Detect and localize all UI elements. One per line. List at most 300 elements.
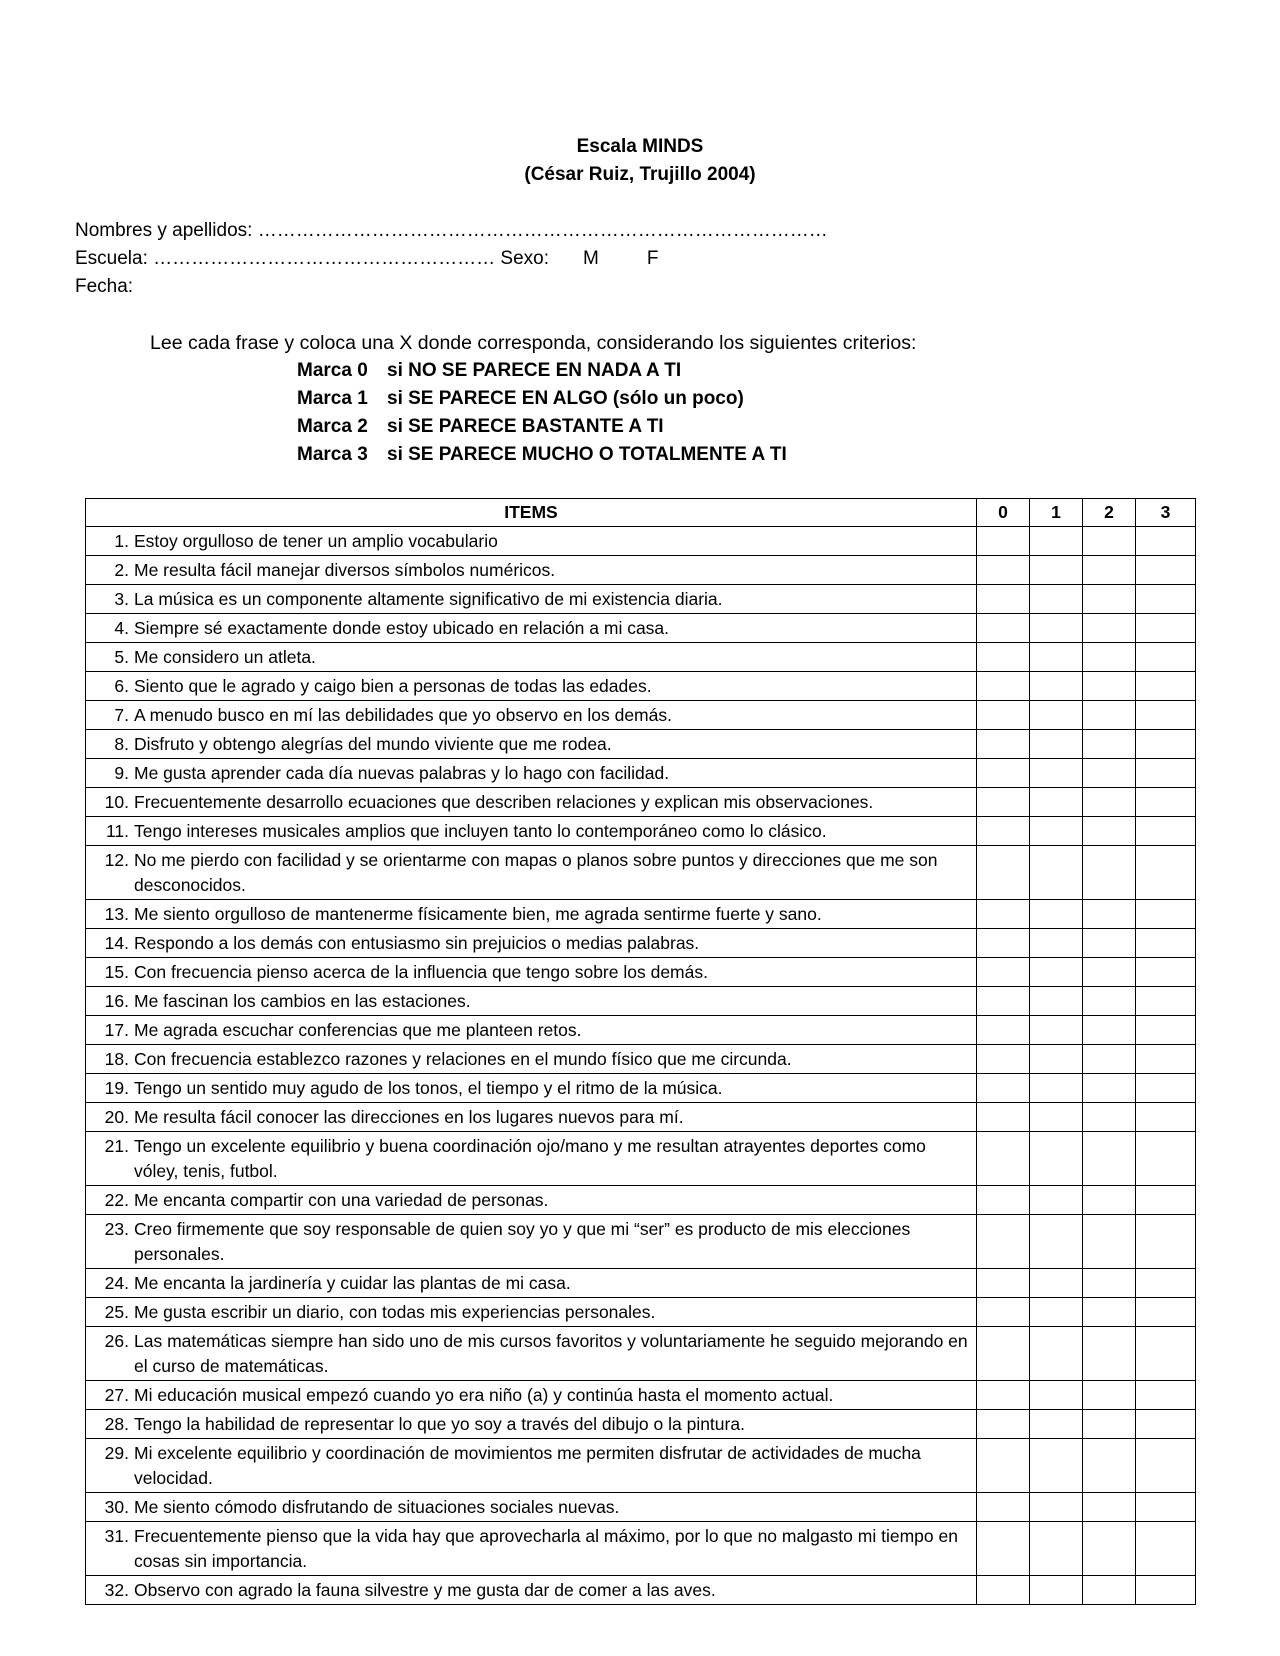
rating-cell-3[interactable] — [1136, 987, 1196, 1016]
rating-cell-2[interactable] — [1083, 987, 1136, 1016]
table-row — [86, 788, 1196, 817]
item-cell — [86, 730, 977, 759]
rating-cell-1[interactable] — [1030, 1215, 1083, 1269]
rating-cell-3[interactable] — [1136, 1269, 1196, 1298]
items-table — [85, 498, 1196, 1605]
criterion-text: si SE PARECE EN ALGO (sólo un poco) — [387, 388, 744, 409]
item-content — [98, 902, 968, 927]
rating-cell-2[interactable] — [1083, 929, 1136, 958]
rating-cell-1[interactable] — [1030, 846, 1083, 900]
rating-cell-2[interactable] — [1083, 1298, 1136, 1327]
item-cell — [86, 643, 977, 672]
rating-cell-2[interactable] — [1083, 1215, 1136, 1269]
table-body — [86, 527, 1196, 1605]
item-number: 10. — [104, 792, 129, 812]
item-content — [98, 558, 968, 583]
rating-cell-3[interactable] — [1136, 1493, 1196, 1522]
item-text: Disfruto y obtengo alegrías del mundo viviente que me rodea. — [134, 734, 612, 754]
rating-cell-3[interactable] — [1136, 556, 1196, 585]
item-cell — [86, 987, 977, 1016]
rating-cell-1[interactable] — [1030, 585, 1083, 614]
rating-cell-0[interactable] — [977, 846, 1030, 900]
rating-cell-0[interactable] — [977, 1132, 1030, 1186]
rating-cell-3[interactable] — [1136, 701, 1196, 730]
table-row — [86, 1576, 1196, 1605]
item-content — [98, 1134, 968, 1184]
item-text: Mi educación musical empezó cuando yo era niño (a) y continúa hasta el momento actual. — [134, 1385, 834, 1405]
item-cell — [86, 1269, 977, 1298]
item-content — [98, 674, 968, 699]
item-number: 30. — [104, 1497, 129, 1517]
item-number: 4. — [114, 618, 129, 638]
item-number: 22. — [104, 1190, 129, 1210]
rating-cell-1[interactable] — [1030, 1439, 1083, 1493]
item-content — [98, 1329, 968, 1379]
rating-cell-3[interactable] — [1136, 614, 1196, 643]
rating-cell-0[interactable] — [977, 614, 1030, 643]
item-content — [98, 1300, 968, 1325]
rating-cell-2[interactable] — [1083, 1103, 1136, 1132]
item-cell — [86, 1410, 977, 1439]
header-col-2: 2 — [1083, 499, 1136, 527]
rating-cell-1[interactable] — [1030, 1522, 1083, 1576]
item-number: 29. — [104, 1443, 129, 1463]
rating-cell-2[interactable] — [1083, 1132, 1136, 1186]
table-row — [86, 1016, 1196, 1045]
rating-cell-1[interactable] — [1030, 556, 1083, 585]
item-text: Me siento orgulloso de mantenerme físicamente bien, me agrada sentirme fuerte y sano. — [134, 904, 822, 924]
rating-cell-1[interactable] — [1030, 929, 1083, 958]
rating-cell-0[interactable] — [977, 1327, 1030, 1381]
item-text: Me fascinan los cambios en las estaciones. — [134, 991, 471, 1011]
rating-cell-3[interactable] — [1136, 817, 1196, 846]
rating-cell-0[interactable] — [977, 1298, 1030, 1327]
table-row — [86, 1186, 1196, 1215]
item-text: Tengo la habilidad de representar lo que yo soy a través del dibujo o la pintura. — [134, 1414, 745, 1434]
rating-cell-0[interactable] — [977, 672, 1030, 701]
item-content — [98, 960, 968, 985]
item-cell — [86, 585, 977, 614]
item-number: 6. — [114, 676, 129, 696]
rating-cell-1[interactable] — [1030, 614, 1083, 643]
rating-cell-2[interactable] — [1083, 527, 1136, 556]
table-row — [86, 1074, 1196, 1103]
item-content — [98, 1047, 968, 1072]
item-number: 23. — [104, 1219, 129, 1239]
rating-cell-3[interactable] — [1136, 527, 1196, 556]
rating-cell-1[interactable] — [1030, 1186, 1083, 1215]
item-cell — [86, 1045, 977, 1074]
item-text: Me siento cómodo disfrutando de situaciones sociales nuevas. — [134, 1497, 620, 1517]
rating-cell-3[interactable] — [1136, 1522, 1196, 1576]
rating-cell-2[interactable] — [1083, 1522, 1136, 1576]
item-cell — [86, 817, 977, 846]
date-field: Fecha: — [75, 276, 134, 297]
rating-cell-2[interactable] — [1083, 1410, 1136, 1439]
table-row — [86, 1493, 1196, 1522]
rating-cell-0[interactable] — [977, 1439, 1030, 1493]
rating-cell-2[interactable] — [1083, 614, 1136, 643]
rating-cell-0[interactable] — [977, 643, 1030, 672]
table-row — [86, 759, 1196, 788]
item-content — [98, 732, 968, 757]
rating-cell-3[interactable] — [1136, 900, 1196, 929]
table-row — [86, 846, 1196, 900]
item-content — [98, 529, 968, 554]
item-number: 9. — [114, 763, 129, 783]
rating-cell-1[interactable] — [1030, 759, 1083, 788]
item-cell — [86, 1103, 977, 1132]
rating-cell-3[interactable] — [1136, 788, 1196, 817]
rating-cell-3[interactable] — [1136, 1103, 1196, 1132]
item-content — [98, 703, 968, 728]
rating-cell-1[interactable] — [1030, 1016, 1083, 1045]
item-content — [98, 989, 968, 1014]
rating-cell-2[interactable] — [1083, 1327, 1136, 1381]
rating-cell-1[interactable] — [1030, 987, 1083, 1016]
rating-cell-2[interactable] — [1083, 846, 1136, 900]
rating-cell-2[interactable] — [1083, 643, 1136, 672]
school-sex-field — [75, 245, 658, 273]
item-text: Respondo a los demás con entusiasmo sin prejuicios o medias palabras. — [134, 933, 700, 953]
table-row — [86, 987, 1196, 1016]
item-content — [98, 1495, 968, 1520]
item-text: Siento que le agrado y caigo bien a personas de todas las edades. — [134, 676, 652, 696]
rating-cell-0[interactable] — [977, 1522, 1030, 1576]
item-text: No me pierdo con facilidad y se orientarme con mapas o planos sobre puntos y direcciones que me son desconocidos. — [134, 850, 938, 895]
table-row — [86, 730, 1196, 759]
item-content — [98, 1105, 968, 1130]
item-content — [98, 790, 968, 815]
criterion-text: si NO SE PARECE EN NADA A TI — [387, 360, 682, 381]
rating-cell-1[interactable] — [1030, 1045, 1083, 1074]
instructions: Lee cada frase y coloca una X donde corresponda, considerando los siguientes criterios: — [150, 332, 917, 354]
item-cell — [86, 701, 977, 730]
rating-cell-2[interactable] — [1083, 672, 1136, 701]
table-row — [86, 643, 1196, 672]
criterion-2 — [297, 413, 664, 441]
table-row — [86, 1215, 1196, 1269]
item-cell — [86, 1074, 977, 1103]
item-number: 15. — [104, 962, 129, 982]
table-row — [86, 1410, 1196, 1439]
rating-cell-2[interactable] — [1083, 900, 1136, 929]
criterion-text: si SE PARECE BASTANTE A TI — [387, 416, 664, 437]
rating-cell-1[interactable] — [1030, 1576, 1083, 1605]
rating-cell-1[interactable] — [1030, 1103, 1083, 1132]
rating-cell-1[interactable] — [1030, 1381, 1083, 1410]
rating-cell-0[interactable] — [977, 987, 1030, 1016]
item-number: 25. — [104, 1302, 129, 1322]
item-text: Las matemáticas siempre han sido uno de mis cursos favoritos y voluntariamente he seguido mejorando en el curso de matemáticas. — [134, 1331, 968, 1376]
rating-cell-3[interactable] — [1136, 1215, 1196, 1269]
item-number: 21. — [104, 1136, 129, 1156]
table-row — [86, 1381, 1196, 1410]
rating-cell-3[interactable] — [1136, 1410, 1196, 1439]
rating-cell-3[interactable] — [1136, 1074, 1196, 1103]
table-row — [86, 1103, 1196, 1132]
rating-cell-1[interactable] — [1030, 527, 1083, 556]
item-number: 3. — [114, 589, 129, 609]
item-content — [98, 1412, 968, 1437]
table-row — [86, 900, 1196, 929]
table-header-row — [86, 499, 1196, 527]
item-number: 20. — [104, 1107, 129, 1127]
rating-cell-0[interactable] — [977, 730, 1030, 759]
item-cell — [86, 788, 977, 817]
school-label: Escuela: ……………………………………………… Sexo: — [75, 248, 550, 269]
rating-cell-0[interactable] — [977, 701, 1030, 730]
criterion-3 — [297, 441, 787, 469]
table-row — [86, 672, 1196, 701]
rating-cell-0[interactable] — [977, 1045, 1030, 1074]
item-content — [98, 1217, 968, 1267]
item-cell — [86, 1493, 977, 1522]
item-text: A menudo busco en mí las debilidades que yo observo en los demás. — [134, 705, 672, 725]
rating-cell-3[interactable] — [1136, 1298, 1196, 1327]
names-field: Nombres y apellidos: ……………………………………………………………………………… — [75, 220, 828, 241]
item-number: 7. — [114, 705, 129, 725]
item-text: Mi excelente equilibrio y coordinación de movimientos me permiten disfrutar de actividades de mucha velocidad. — [134, 1443, 921, 1488]
criterion-1 — [297, 385, 744, 413]
rating-cell-1[interactable] — [1030, 672, 1083, 701]
rating-cell-3[interactable] — [1136, 958, 1196, 987]
item-number: 24. — [104, 1273, 129, 1293]
rating-cell-3[interactable] — [1136, 1045, 1196, 1074]
rating-cell-3[interactable] — [1136, 1186, 1196, 1215]
table-row — [86, 527, 1196, 556]
item-cell — [86, 1522, 977, 1576]
table-row — [86, 556, 1196, 585]
item-number: 14. — [104, 933, 129, 953]
rating-cell-1[interactable] — [1030, 701, 1083, 730]
table-row — [86, 1132, 1196, 1186]
item-cell — [86, 1132, 977, 1186]
item-content — [98, 1441, 968, 1491]
item-text: Me encanta compartir con una variedad de personas. — [134, 1190, 549, 1210]
table-row — [86, 1439, 1196, 1493]
rating-cell-0[interactable] — [977, 1215, 1030, 1269]
rating-cell-2[interactable] — [1083, 958, 1136, 987]
rating-cell-1[interactable] — [1030, 1298, 1083, 1327]
rating-cell-2[interactable] — [1083, 1016, 1136, 1045]
rating-cell-1[interactable] — [1030, 1269, 1083, 1298]
rating-cell-3[interactable] — [1136, 759, 1196, 788]
rating-cell-0[interactable] — [977, 1576, 1030, 1605]
item-number: 27. — [104, 1385, 129, 1405]
rating-cell-3[interactable] — [1136, 1327, 1196, 1381]
item-number: 12. — [104, 850, 129, 870]
rating-cell-0[interactable] — [977, 929, 1030, 958]
rating-cell-1[interactable] — [1030, 1327, 1083, 1381]
item-cell — [86, 1016, 977, 1045]
item-content — [98, 1578, 968, 1603]
rating-cell-2[interactable] — [1083, 556, 1136, 585]
item-text: Me gusta aprender cada día nuevas palabras y lo hago con facilidad. — [134, 763, 670, 783]
item-cell — [86, 929, 977, 958]
item-text: Estoy orgulloso de tener un amplio vocabulario — [134, 531, 498, 551]
item-number: 8. — [114, 734, 129, 754]
item-text: Me considero un atleta. — [134, 647, 316, 667]
rating-cell-2[interactable] — [1083, 701, 1136, 730]
rating-cell-0[interactable] — [977, 788, 1030, 817]
rating-cell-0[interactable] — [977, 1016, 1030, 1045]
item-number: 1. — [114, 531, 129, 551]
rating-cell-2[interactable] — [1083, 1269, 1136, 1298]
rating-cell-1[interactable] — [1030, 1074, 1083, 1103]
item-content — [98, 848, 968, 898]
item-cell — [86, 614, 977, 643]
rating-cell-1[interactable] — [1030, 1132, 1083, 1186]
rating-cell-0[interactable] — [977, 817, 1030, 846]
item-number: 31. — [104, 1526, 129, 1546]
item-number: 17. — [104, 1020, 129, 1040]
item-text: Tengo un excelente equilibrio y buena coordinación ojo/mano y me resultan atrayentes deportes como vóley, tenis, futbol. — [134, 1136, 926, 1181]
rating-cell-3[interactable] — [1136, 929, 1196, 958]
rating-cell-1[interactable] — [1030, 958, 1083, 987]
sex-option-m: M — [583, 248, 599, 269]
rating-cell-0[interactable] — [977, 527, 1030, 556]
rating-cell-0[interactable] — [977, 1493, 1030, 1522]
rating-cell-1[interactable] — [1030, 900, 1083, 929]
item-number: 18. — [104, 1049, 129, 1069]
item-text: Tengo intereses musicales amplios que incluyen tanto lo contemporáneo como lo clásico. — [134, 821, 827, 841]
item-cell — [86, 1215, 977, 1269]
rating-cell-1[interactable] — [1030, 643, 1083, 672]
item-cell — [86, 759, 977, 788]
rating-cell-2[interactable] — [1083, 1493, 1136, 1522]
rating-cell-0[interactable] — [977, 1103, 1030, 1132]
item-content — [98, 616, 968, 641]
item-content — [98, 819, 968, 844]
rating-cell-0[interactable] — [977, 1186, 1030, 1215]
criterion-label: Marca 2 — [297, 416, 368, 437]
item-number: 11. — [105, 821, 129, 841]
item-text: Me resulta fácil conocer las direcciones en los lugares nuevos para mí. — [134, 1107, 684, 1127]
rating-cell-2[interactable] — [1083, 585, 1136, 614]
rating-cell-1[interactable] — [1030, 1493, 1083, 1522]
criterion-text: si SE PARECE MUCHO O TOTALMENTE A TI — [387, 444, 787, 465]
table-row — [86, 1045, 1196, 1074]
item-cell — [86, 1576, 977, 1605]
criterion-0 — [297, 357, 681, 385]
rating-cell-2[interactable] — [1083, 1186, 1136, 1215]
rating-cell-3[interactable] — [1136, 585, 1196, 614]
item-content — [98, 761, 968, 786]
item-text: Tengo un sentido muy agudo de los tonos, el tiempo y el ritmo de la música. — [134, 1078, 723, 1098]
rating-cell-1[interactable] — [1030, 730, 1083, 759]
rating-cell-0[interactable] — [977, 1074, 1030, 1103]
item-number: 19. — [104, 1078, 129, 1098]
rating-cell-2[interactable] — [1083, 817, 1136, 846]
header-col-3: 3 — [1136, 499, 1196, 527]
rating-cell-2[interactable] — [1083, 1576, 1136, 1605]
item-number: 5. — [114, 647, 129, 667]
table-row — [86, 1522, 1196, 1576]
rating-cell-2[interactable] — [1083, 730, 1136, 759]
item-text: Con frecuencia pienso acerca de la influencia que tengo sobre los demás. — [134, 962, 708, 982]
rating-cell-0[interactable] — [977, 958, 1030, 987]
header-col-0: 0 — [977, 499, 1030, 527]
table-row — [86, 1269, 1196, 1298]
item-cell — [86, 1186, 977, 1215]
rating-cell-3[interactable] — [1136, 1439, 1196, 1493]
rating-cell-3[interactable] — [1136, 1016, 1196, 1045]
item-text: Me gusta escribir un diario, con todas mis experiencias personales. — [134, 1302, 656, 1322]
table-row — [86, 1298, 1196, 1327]
item-cell — [86, 958, 977, 987]
item-cell — [86, 1381, 977, 1410]
rating-cell-1[interactable] — [1030, 1410, 1083, 1439]
table-row — [86, 1327, 1196, 1381]
item-number: 32. — [104, 1580, 129, 1600]
item-content — [98, 1271, 968, 1296]
table-row — [86, 817, 1196, 846]
criterion-label: Marca 3 — [297, 444, 368, 465]
table-row — [86, 585, 1196, 614]
table-row — [86, 614, 1196, 643]
rating-cell-0[interactable] — [977, 1381, 1030, 1410]
rating-cell-2[interactable] — [1083, 1074, 1136, 1103]
rating-cell-3[interactable] — [1136, 846, 1196, 900]
criterion-label: Marca 1 — [297, 388, 368, 409]
item-cell — [86, 672, 977, 701]
item-text: Me agrada escuchar conferencias que me planteen retos. — [134, 1020, 582, 1040]
criterion-label: Marca 0 — [297, 360, 368, 381]
item-number: 16. — [104, 991, 129, 1011]
sex-option-f: F — [646, 248, 659, 269]
rating-cell-3[interactable] — [1136, 1381, 1196, 1410]
item-text: Me encanta la jardinería y cuidar las plantas de mi casa. — [134, 1273, 571, 1293]
rating-cell-2[interactable] — [1083, 1381, 1136, 1410]
rating-cell-3[interactable] — [1136, 1576, 1196, 1605]
rating-cell-1[interactable] — [1030, 788, 1083, 817]
item-text: Frecuentemente desarrollo ecuaciones que describen relaciones y explican mis observaciones. — [134, 792, 874, 812]
item-text: Siempre sé exactamente donde estoy ubicado en relación a mi casa. — [134, 618, 670, 638]
item-number: 13. — [104, 904, 129, 924]
rating-cell-0[interactable] — [977, 900, 1030, 929]
item-cell — [86, 1298, 977, 1327]
item-cell — [86, 556, 977, 585]
item-text: Con frecuencia establezco razones y relaciones en el mundo físico que me circunda. — [134, 1049, 792, 1069]
rating-cell-2[interactable] — [1083, 759, 1136, 788]
item-cell — [86, 1439, 977, 1493]
rating-cell-0[interactable] — [977, 556, 1030, 585]
item-text: Frecuentemente pienso que la vida hay que aprovecharla al máximo, por lo que no malgasto mi tiempo en cosas sin importancia. — [134, 1526, 958, 1571]
item-content — [98, 1018, 968, 1043]
rating-cell-2[interactable] — [1083, 1439, 1136, 1493]
item-content — [98, 1524, 968, 1574]
document-subtitle: (César Ruiz, Trujillo 2004) — [524, 164, 756, 185]
rating-cell-3[interactable] — [1136, 1132, 1196, 1186]
rating-cell-0[interactable] — [977, 1269, 1030, 1298]
rating-cell-2[interactable] — [1083, 1045, 1136, 1074]
rating-cell-3[interactable] — [1136, 643, 1196, 672]
rating-cell-3[interactable] — [1136, 730, 1196, 759]
table-row — [86, 958, 1196, 987]
item-cell — [86, 900, 977, 929]
rating-cell-0[interactable] — [977, 585, 1030, 614]
rating-cell-3[interactable] — [1136, 672, 1196, 701]
rating-cell-2[interactable] — [1083, 788, 1136, 817]
rating-cell-1[interactable] — [1030, 817, 1083, 846]
rating-cell-0[interactable] — [977, 759, 1030, 788]
item-content — [98, 587, 968, 612]
item-text: Me resulta fácil manejar diversos símbolos numéricos. — [134, 560, 556, 580]
item-content — [98, 1188, 968, 1213]
item-number: 2. — [114, 560, 129, 580]
rating-cell-0[interactable] — [977, 1410, 1030, 1439]
